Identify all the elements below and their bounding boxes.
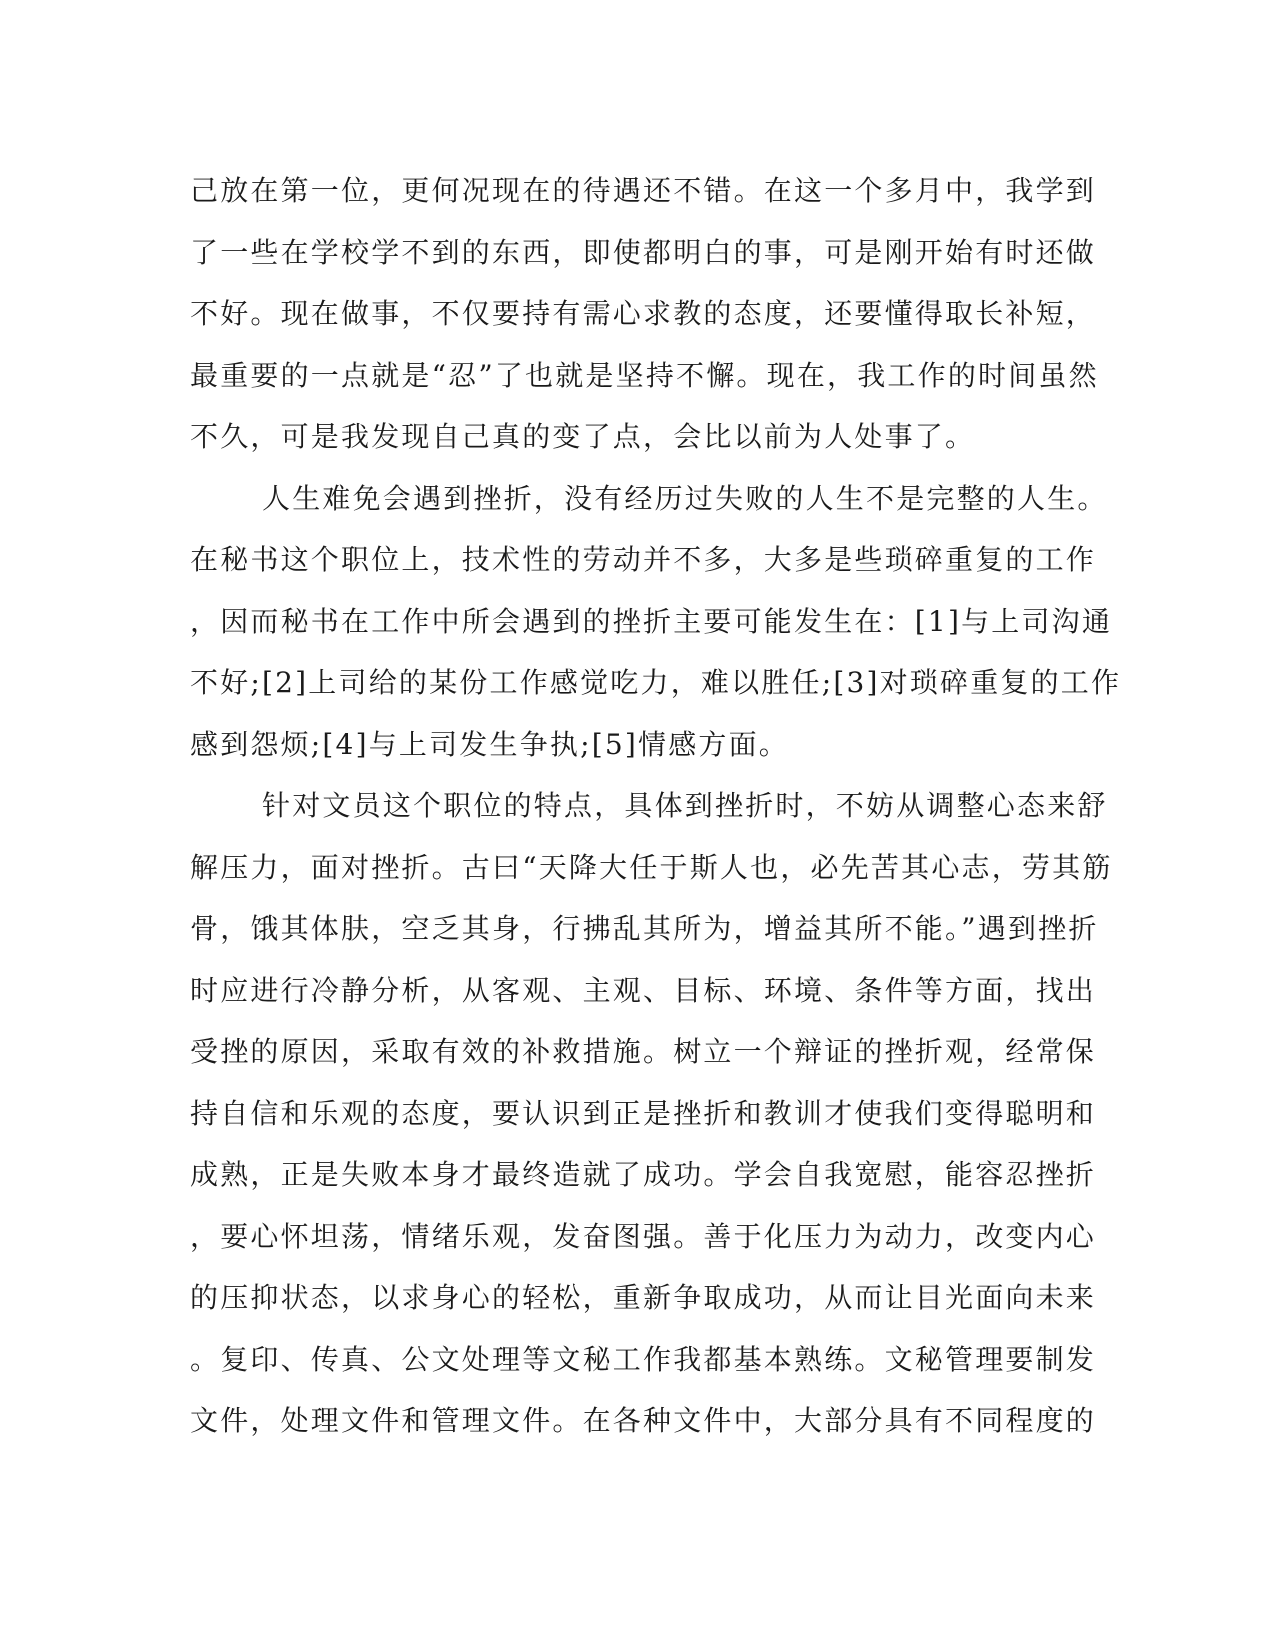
text-line: 。复印、传真、公文处理等文秘工作我都基本熟练。文秘管理要制发 [190, 1342, 1097, 1376]
text-line: 的压抑状态，以求身心的轻松，重新争取成功，从而让目光面向未来 [190, 1281, 1097, 1314]
text-line: 解压力，面对挫折。古曰“天降大任于斯人也，必先苦其心志，劳其筋 [190, 850, 1113, 884]
body-text [190, 160, 1122, 1452]
text-line: 最重要的一点就是“忍”了也就是坚持不懈。现在，我工作的时间虽然 [190, 358, 1099, 392]
text-line: 持自信和乐观的态度，要认识到正是挫折和教训才使我们变得聪明和 [190, 1096, 1097, 1130]
text-line: 不好;[2]上司给的某份工作感觉吃力，难以胜任;[3]对琐碎重复的工作 [190, 666, 1122, 699]
text-line: 时应进行冷静分析，从客观、主观、目标、环境、条件等方面，找出 [190, 973, 1097, 1007]
text-line: 己放在第一位，更何况现在的待遇还不错。在这一个多月中，我学到 [190, 174, 1097, 207]
text-line: 了一些在学校学不到的东西，即使都明白的事，可是刚开始有时还做 [190, 235, 1097, 269]
text-line: 感到怨烦;[4]与上司发生争执;[5]情感方面。 [190, 727, 789, 761]
paragraph-start-line: 针对文员这个职位的特点，具体到挫折时，不妨从调整心态来舒 [262, 789, 1108, 822]
text-line: 不久，可是我发现自己真的变了点，会比以前为人处事了。 [190, 420, 976, 453]
text-line: 文件，处理文件和管理文件。在各种文件中，大部分具有不同程度的 [190, 1404, 1097, 1437]
text-line: ，因而秘书在工作中所会遇到的挫折主要可能发生在：[1]与上司沟通 [190, 604, 1113, 638]
text-line: 成熟，正是失败本身才最终造就了成功。学会自我宽慰，能容忍挫折 [190, 1158, 1097, 1191]
text-line: 不好。现在做事，不仅要持有需心求教的态度，还要懂得取长补短， [190, 297, 1097, 330]
text-line: 在秘书这个职位上，技术性的劳动并不多，大多是些琐碎重复的工作 [190, 543, 1097, 576]
paragraph-start-line: 人生难免会遇到挫折，没有经历过失败的人生不是完整的人生。 [262, 481, 1108, 515]
text-line: ，要心怀坦荡，情绪乐观，发奋图强。善于化压力为动力，改变内心 [190, 1219, 1097, 1253]
text-line: 受挫的原因，采取有效的补救措施。树立一个辩证的挫折观，经常保 [190, 1035, 1097, 1068]
text-line: 骨，饿其体肤，空乏其身，行拂乱其所为，增益其所不能。”遇到挫折 [190, 912, 1099, 945]
